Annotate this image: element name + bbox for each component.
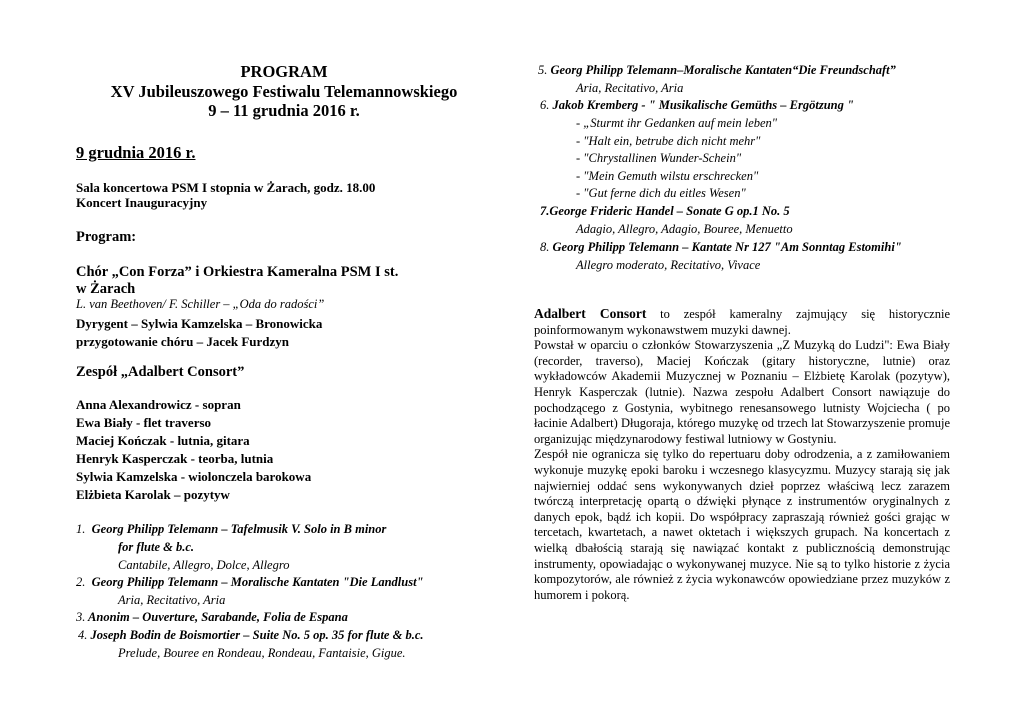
member: Ewa Biały - flet traverso	[76, 415, 212, 430]
song: - "Gut ferne dich du eitles Wesen"	[576, 186, 746, 200]
piece-title: Anonim – Ouverture, Sarabande, Folia de Espana	[88, 610, 348, 624]
piece-title: Georg Philipp Telemann – Moralische Kantaten "Die Landlust"	[91, 575, 424, 589]
piece-1	[76, 522, 386, 537]
piece-number: 1.	[76, 522, 86, 536]
piece-3	[76, 610, 348, 625]
piece-5	[538, 63, 896, 78]
piece-1-title-cont: for flute & b.c.	[118, 540, 195, 554]
piece-title: Georg Philipp Telemann – Kantate Nr 127 "Am Sonntag Estomihi"	[552, 240, 902, 254]
song: - "Mein Gemuth wilstu erschrecken"	[576, 169, 759, 183]
piece-8-movements: Allegro moderato, Recitativo, Vivace	[576, 258, 761, 272]
bio-repertoire: Zespół nie ogranicza się tylko do repertuaru doby odrodzenia, a z zamiłowaniem wykonuje muzykę epoki baroku i wczesnego klasycyzmu. Muzycy starają się jak najwierniej oddać sens wykonywanych dzieł poprzez właściwą lecz zarazem twórczą interpretację opartą o dźwięki płynące z instrumentów oryginalnych z danych epok, bądź ich kopii. Do współpracy zapraszają również gości grając w tercetach, kwartetach, a nawet oktetach i większych grupach. Na koncertach z wielką dbałością starają się nawiązać kontakt z publicznością demonstrując instrumenty, opowiadając o wykonywanej muzyce. Nie są to tylko historie z życia kompozytorów, ale również z życia wykonawców opowiedziane przez muzyków z humorem i pokorą.	[534, 447, 950, 602]
piece-1-movements: Cantabile, Allegro, Dolce, Allegro	[118, 558, 290, 572]
piece-number: 5.	[538, 63, 548, 77]
piece-title: Georg Philipp Telemann–Moralische Kantaten“Die Freundschaft”	[550, 63, 896, 77]
piece-4-movements: Prelude, Bouree en Rondeau, Rondeau, Fantaisie, Gigue.	[118, 646, 406, 660]
program-title: PROGRAM	[240, 62, 328, 81]
program-header	[76, 62, 492, 121]
piece-2	[76, 575, 423, 590]
bio-intro-text: to zespół kameralny zajmujący się historycznie poinformowanym wykonawstwem muzyki dawnej.	[534, 307, 951, 337]
bio-intro	[534, 306, 950, 338]
choir-preparation: przygotowanie chóru – Jacek Furdzyn	[76, 334, 290, 349]
piece-title: George Frideric Handel – Sonate G op.1 No. 5	[549, 204, 790, 218]
piece-4	[78, 628, 424, 643]
piece-number: 7.	[540, 204, 550, 218]
choir-piece: L. van Beethoven/ F. Schiller – „Oda do radości”	[76, 297, 325, 311]
piece-2-movements: Aria, Recitativo, Aria	[118, 593, 226, 607]
piece-title: Joseph Bodin de Boismortier – Suite No. 5 op. 35 for flute & b.c.	[90, 628, 424, 642]
choir-line: Chór „Con Forza” i Orkiestra Kameralna PSM I st.	[76, 264, 399, 280]
conductor: Dyrygent – Sylwia Kamzelska – Bronowicka	[76, 316, 323, 331]
piece-number: 2.	[76, 575, 86, 589]
piece-5-movements: Aria, Recitativo, Aria	[576, 81, 684, 95]
venue-line: Sala koncertowa PSM I stopnia w Żarach, godz. 18.00	[76, 180, 376, 195]
song: - "Chrystallinen Wunder-Schein"	[576, 151, 742, 165]
piece-title: Jakob Kremberg - " Musikalische Gemüths – Ergötzung "	[552, 98, 854, 112]
member: Henryk Kasperczak - teorba, lutnia	[76, 451, 274, 466]
bio-history: Powstał w oparciu o członków Stowarzyszenia „Z Muzyką do Ludzi": Ewa Biały (recorder, traverso), Maciej Kończak (gitary historyczne, lutnie) oraz wykładowców Akademii Muzycznej w Poznaniu – Elżbietę Karolak (pozytyw), Henryk Kasperczak (lutnie). Nazwa zespołu Adalbert Consort nawiązuje do pochodzącego z Gostynia, wybitnego renesansowego lutnisty Wojciecha ( po łacinie Adalbert) Długoraja, którego muzykę od trzech lat Stowarzyszenie promuje organizując międzynarodowy festiwal lutniowy w Gostyniu.	[534, 338, 950, 446]
piece-number: 6.	[540, 98, 550, 112]
festival-dates: 9 – 11 grudnia 2016 r.	[208, 101, 360, 120]
member: Elżbieta Karolak – pozytyw	[76, 487, 230, 502]
piece-number: 8.	[540, 240, 550, 254]
piece-8	[540, 240, 902, 255]
piece-title: Georg Philipp Telemann – Tafelmusik V. Solo in B minor	[91, 522, 387, 536]
ensemble-title: Zespół „Adalbert Consort”	[76, 364, 245, 380]
song: - "Halt ein, betrube dich nicht mehr"	[576, 134, 761, 148]
choir-location: w Żarach	[76, 281, 136, 297]
program-label: Program:	[76, 229, 137, 245]
bio-ensemble-name: Adalbert Consort	[534, 306, 647, 321]
festival-title: XV Jubileuszowego Festiwalu Telemannowskiego	[110, 81, 458, 101]
concert-name: Koncert Inauguracyjny	[76, 195, 208, 210]
piece-7-movements: Adagio, Allegro, Adagio, Bouree, Menuetto	[576, 222, 793, 236]
piece-number: 4.	[78, 628, 88, 642]
day-heading: 9 grudnia 2016 r.	[76, 143, 196, 162]
piece-number: 3.	[76, 610, 86, 624]
member: Anna Alexandrowicz - sopran	[76, 397, 241, 412]
song: - „Sturmt ihr Gedanken auf mein leben"	[576, 116, 778, 130]
piece-6	[540, 98, 854, 113]
member: Sylwia Kamzelska - wiolonczela barokowa	[76, 469, 312, 484]
piece-7	[540, 204, 790, 219]
ensemble-bio	[534, 306, 950, 603]
member: Maciej Kończak - lutnia, gitara	[76, 433, 250, 448]
